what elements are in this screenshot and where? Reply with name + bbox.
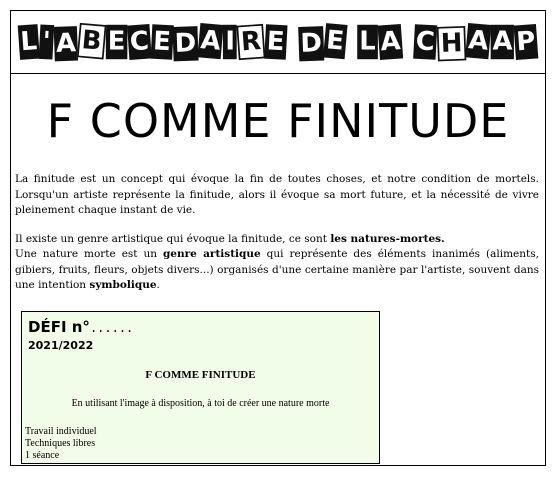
banner-letter: C bbox=[127, 24, 152, 60]
genre-paragraph bbox=[15, 232, 539, 248]
page-title: F COMME FINITUDE bbox=[46, 94, 510, 148]
challenge-label-text: DÉFI n° bbox=[28, 318, 90, 336]
banner-letter: D bbox=[173, 26, 199, 61]
banner-letter: E bbox=[264, 24, 287, 59]
banner-letter: A bbox=[54, 26, 79, 61]
intro-paragraph: La finitude est un concept qui évoque la fin de toutes choses, et notre condition de mortels. Lorsqu'un artiste représente la finitude, alors il évoque sa mort future, et la nécessité de vivre pleinement chaque instant de vie. bbox=[15, 173, 539, 216]
header-banner bbox=[11, 11, 545, 74]
banner-letter: A bbox=[491, 25, 514, 59]
banner-letter: H bbox=[436, 26, 466, 61]
challenge-label bbox=[28, 318, 133, 336]
definition-paragraph bbox=[15, 247, 539, 294]
challenge-detail-techniques: Techniques libres bbox=[25, 438, 96, 449]
banner-title bbox=[19, 25, 538, 59]
definition-text-1: Une nature morte est un bbox=[15, 248, 163, 260]
banner-letter: L bbox=[357, 25, 377, 59]
banner-letter: B bbox=[77, 23, 106, 60]
school-year: 2021/2022 bbox=[28, 339, 94, 352]
definition-text-2: qui représente des éléments inanimés (aliments, gibiers, fruits, fleurs, objets divers...) organisés d'une certaine manière par l'artiste, souvent dans une intention bbox=[15, 248, 539, 291]
banner-letter: A bbox=[465, 23, 491, 59]
natures-mortes-term: les natures-mortes. bbox=[330, 233, 445, 245]
banner-letter: ' bbox=[39, 24, 55, 59]
banner-letter: A bbox=[377, 24, 403, 60]
challenge-number-dots: ...... bbox=[89, 321, 134, 335]
banner-letter: R bbox=[237, 24, 266, 60]
banner-letter: A bbox=[197, 23, 223, 59]
genre-paragraph-text: Il existe un genre artistique qui évoque la finitude, ce sont bbox=[15, 233, 331, 245]
banner-letter: E bbox=[150, 24, 173, 59]
challenge-detail-sessions: 1 séance bbox=[25, 450, 60, 461]
banner-letter: P bbox=[514, 24, 539, 60]
challenge-instruction: En utilisant l'image à disposition, à toi de créer une nature morte bbox=[71, 398, 330, 409]
symbolique-term: symbolique bbox=[89, 279, 157, 291]
challenge-detail-work: Travail individuel bbox=[25, 426, 97, 437]
banner-letter: E bbox=[106, 25, 127, 59]
banner-letter: E bbox=[323, 23, 347, 59]
banner-letter: D bbox=[298, 26, 324, 61]
definition-text-3: . bbox=[156, 279, 160, 291]
challenge-heading: F COMME FINITUDE bbox=[145, 369, 256, 381]
challenge-box bbox=[21, 311, 380, 464]
banner-letter: C bbox=[413, 24, 437, 60]
genre-artistique-term: genre artistique bbox=[162, 248, 261, 260]
banner-letter: L bbox=[18, 24, 40, 60]
document-page bbox=[10, 10, 546, 466]
banner-letter: I bbox=[223, 25, 237, 59]
